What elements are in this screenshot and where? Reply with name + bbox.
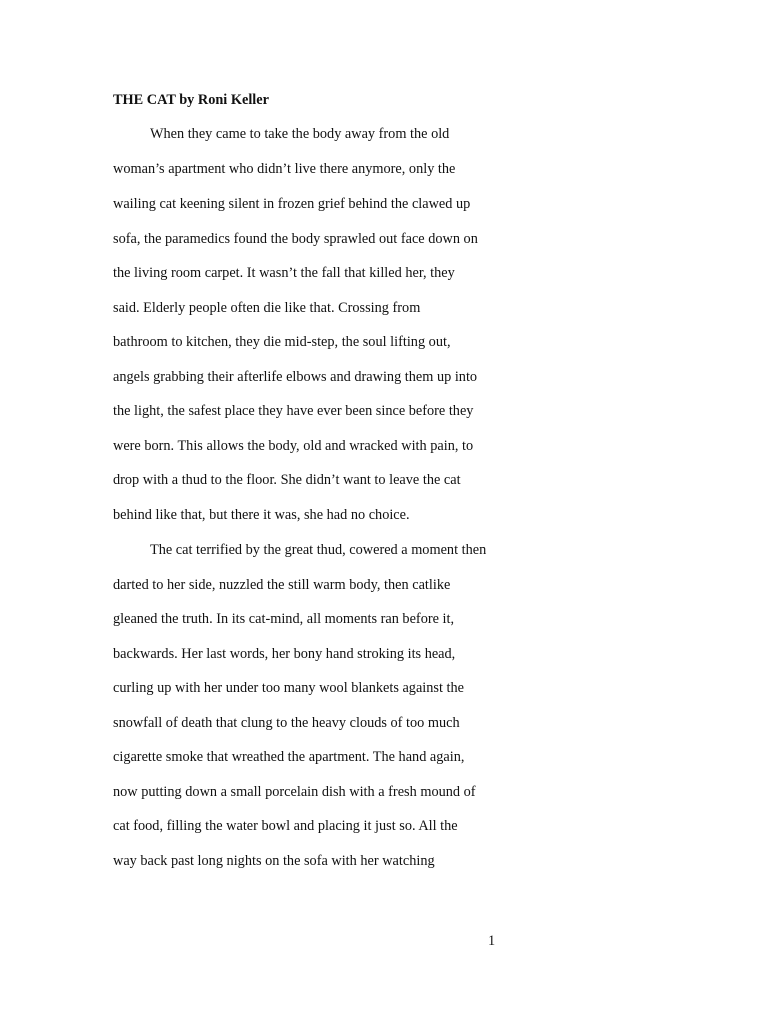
body-line: cigarette smoke that wreathed the apartment. The hand again,: [113, 749, 465, 765]
body-line: curling up with her under too many wool blankets against the: [113, 680, 464, 696]
body-line: darted to her side, nuzzled the still warm body, then catlike: [113, 577, 451, 593]
body-line: woman’s apartment who didn’t live there anymore, only the: [113, 161, 456, 177]
body-line: drop with a thud to the floor. She didn’t want to leave the cat: [113, 472, 461, 488]
page-number: 1: [488, 933, 496, 949]
body-line: wailing cat keening silent in frozen grief behind the clawed up: [113, 196, 471, 212]
body-line: snowfall of death that clung to the heavy clouds of too much: [113, 715, 460, 731]
body-line: behind like that, but there it was, she had no choice.: [113, 507, 410, 523]
body-line: said. Elderly people often die like that. Crossing from: [113, 300, 421, 316]
body-line: gleaned the truth. In its cat-mind, all moments ran before it,: [113, 611, 455, 627]
body-line: were born. This allows the body, old and wracked with pain, to: [113, 438, 474, 454]
document-title: THE CAT by Roni Keller: [113, 92, 269, 108]
body-line: sofa, the paramedics found the body sprawled out face down on: [113, 231, 478, 247]
body-line: now putting down a small porcelain dish with a fresh mound of: [113, 784, 476, 800]
body-line: cat food, filling the water bowl and placing it just so. All the: [113, 818, 458, 834]
body-line: bathroom to kitchen, they die mid-step, the soul lifting out,: [113, 334, 451, 350]
body-line: way back past long nights on the sofa with her watching: [113, 853, 435, 869]
body-line: The cat terrified by the great thud, cowered a moment then: [150, 542, 487, 558]
body-line: the living room carpet. It wasn’t the fall that killed her, they: [113, 265, 455, 281]
body-line: the light, the safest place they have ever been since before they: [113, 403, 474, 419]
body-line: angels grabbing their afterlife elbows and drawing them up into: [113, 369, 478, 385]
body-line: backwards. Her last words, her bony hand stroking its head,: [113, 646, 456, 662]
body-line: When they came to take the body away from the old: [150, 126, 450, 142]
